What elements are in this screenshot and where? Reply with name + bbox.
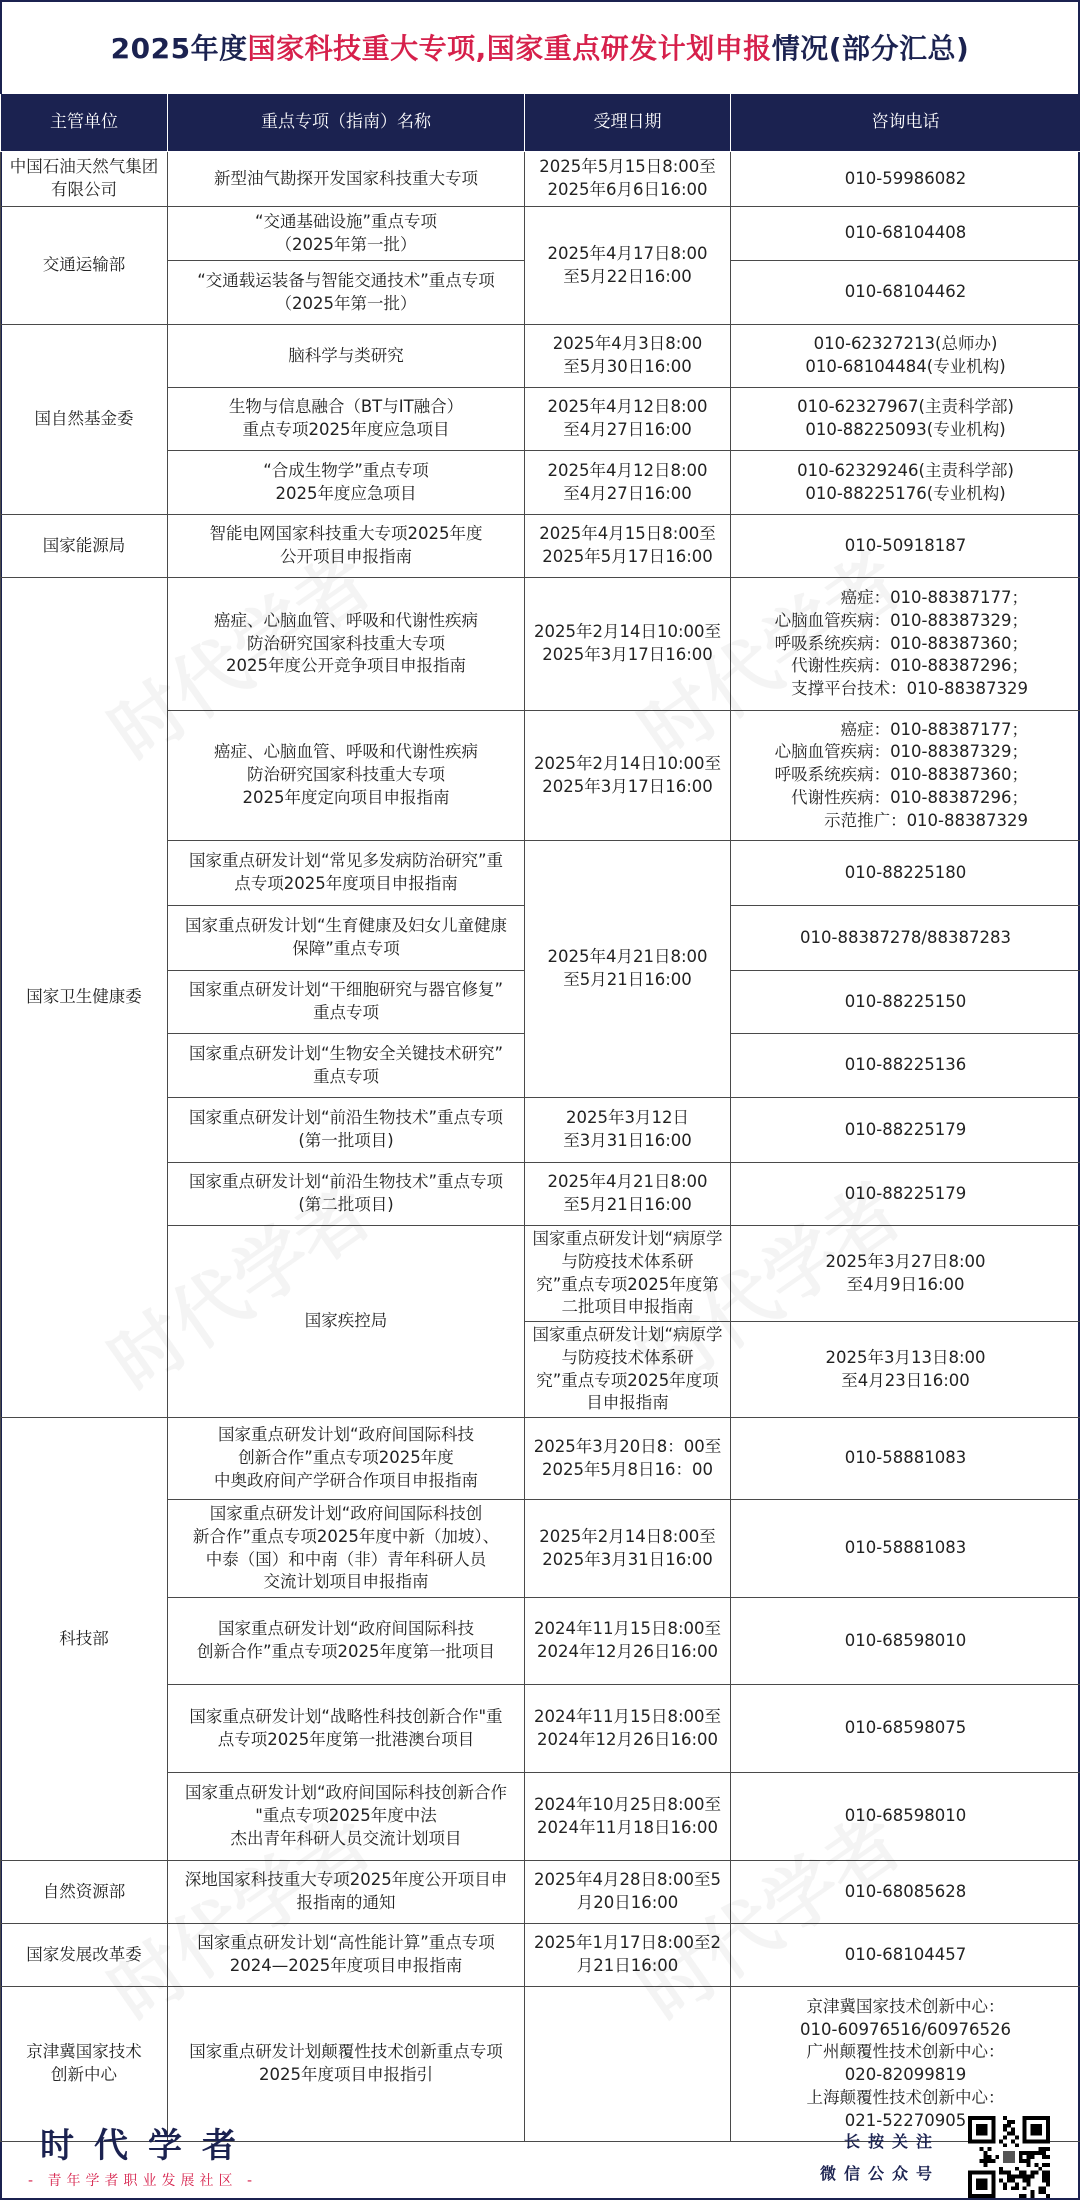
table-row — [1, 1861, 1080, 1924]
col-header-name: 重点专项（指南）名称 — [168, 94, 525, 152]
title-suffix: 情况(部分汇总) — [772, 27, 970, 67]
follow-line-1: 长按关注 — [820, 2126, 940, 2158]
cell-dept: 国家疾控局 — [168, 1226, 525, 1418]
cell-project-name: 癌症、心脑血管、呼吸和代谢性疾病 防治研究国家科技重大专项 2025年度公开竞争项目申报指南 — [168, 578, 525, 711]
title-prefix: 2025年度 — [111, 27, 248, 67]
cell-date: 2025年2月14日10:00至 2025年3月17日16:00 — [525, 578, 731, 711]
cell-dept: 国自然基金委 — [1, 325, 168, 515]
cell-project-name: 国家重点研发计划“干细胞研究与器官修复” 重点专项 — [168, 971, 525, 1034]
cell-phone: 010-88225150 — [731, 971, 1080, 1034]
cell-project-name: 国家重点研发计划颠覆性技术创新重点专项 2025年度项目申报指引 — [168, 1987, 525, 2142]
title-accent: 国家科技重大专项,国家重点研发计划申报 — [248, 27, 772, 67]
cell-date: 2025年4月12日8:00 至4月27日16:00 — [525, 388, 731, 451]
cell-phone: 010-88387278/88387283 — [731, 906, 1080, 971]
cell-phone: 010-68104457 — [731, 1924, 1080, 1987]
cell-phone: 010-88225179 — [731, 1163, 1080, 1226]
table-header-row — [1, 94, 1080, 152]
cell-phone: 010-62327967(主责科学部) 010-88225093(专业机构) — [731, 388, 1080, 451]
cell-date: 2025年1月17日8:00至2 月21日16:00 — [525, 1924, 731, 1987]
cell-project-name: 国家重点研发计划“生育健康及妇女儿童健康 保障”重点专项 — [168, 906, 525, 971]
cell-date: 2025年3月27日8:00 至4月9日16:00 — [731, 1226, 1080, 1322]
cell-project-name: 国家重点研发计划“病原学与防疫技术体系研 究”重点专项2025年度项目申报指南 — [525, 1322, 731, 1418]
cell-date: 2025年4月28日8:00至5 月20日16:00 — [525, 1861, 731, 1924]
cell-phone: 010-50918187 — [731, 515, 1080, 578]
cell-dept: 国家卫生健康委 — [1, 578, 168, 1418]
cell-date: 2025年4月17日8:00 至5月22日16:00 — [525, 207, 731, 325]
cell-project-name: 国家重点研发计划“前沿生物技术”重点专项 (第一批项目) — [168, 1098, 525, 1163]
cell-date: 2025年4月3日8:00 至5月30日16:00 — [525, 325, 731, 388]
col-header-dept: 主管单位 — [1, 94, 168, 152]
table-row — [1, 152, 1080, 207]
cell-project-name: 新型油气勘探开发国家科技重大专项 — [168, 152, 525, 207]
cell-project-name: 生物与信息融合（BT与IT融合） 重点专项2025年度应急项目 — [168, 388, 525, 451]
cell-project-name: 脑科学与类研究 — [168, 325, 525, 388]
cell-phone: 癌症：010-88387177； 心脑血管疾病：010-88387329； 呼吸系统疾病：010-88387360； 代谢性疾病：010-88387296； 示范推广：010-88387329 — [731, 711, 1080, 841]
cell-phone: 010-68085628 — [731, 1861, 1080, 1924]
cell-dept: 交通运输部 — [1, 207, 168, 325]
table-row — [1, 515, 1080, 578]
cell-date: 2025年5月15日8:00至 2025年6月6日16:00 — [525, 152, 731, 207]
cell-project-name: 国家重点研发计划“战略性科技创新合作"重 点专项2025年度第一批港澳台项目 — [168, 1685, 525, 1773]
cell-phone: 010-68598010 — [731, 1773, 1080, 1861]
cell-date: 2024年11月15日8:00至 2024年12月26日16:00 — [525, 1598, 731, 1685]
cell-dept: 国家能源局 — [1, 515, 168, 578]
table-row — [1, 325, 1080, 388]
cell-project-name: 国家重点研发计划“政府间国际科技创 新合作”重点专项2025年度中新（加坡）、 中泰（国）和中南（非）青年科研人员 交流计划项目申报指南 — [168, 1500, 525, 1598]
table-body — [1, 152, 1080, 2142]
follow-prompt — [820, 2126, 940, 2190]
cell-phone: 癌症：010-88387177； 心脑血管疾病：010-88387329； 呼吸系统疾病：010-88387360； 代谢性疾病：010-88387296； 支撑平台技术：010-88387329 — [731, 578, 1080, 711]
cell-project-name: 国家重点研发计划“前沿生物技术”重点专项 (第二批项目) — [168, 1163, 525, 1226]
cell-date: 2025年2月14日8:00至 2025年3月31日16:00 — [525, 1500, 731, 1598]
cell-phone: 010-58881083 — [731, 1418, 1080, 1500]
cell-project-name: 国家重点研发计划“政府间国际科技创新合作 "重点专项2025年度中法 杰出青年科研人员交流计划项目 — [168, 1773, 525, 1861]
cell-phone: 京津冀国家技术创新中心： 010-60976516/60976526 广州颠覆性技术创新中心： 020-82099819 上海颠覆性技术创新中心： 021-52270905 — [731, 1987, 1080, 2142]
cell-project-name: “交通基础设施”重点专项 （2025年第一批） — [168, 207, 525, 261]
qr-code-icon[interactable] — [968, 2116, 1050, 2198]
page-title — [0, 0, 1080, 94]
projects-table — [0, 94, 1080, 2142]
table-row — [1, 1924, 1080, 1987]
cell-phone: 010-62327213(总师办) 010-68104484(专业机构) — [731, 325, 1080, 388]
cell-phone: 010-88225180 — [731, 841, 1080, 906]
cell-project-name: 国家重点研发计划“高性能计算”重点专项 2024—2025年度项目申报指南 — [168, 1924, 525, 1987]
cell-date: 2025年3月20日8：00至 2025年5月8日16：00 — [525, 1418, 731, 1500]
cell-dept: 国家发展改革委 — [1, 1924, 168, 1987]
cell-date: 2025年4月15日8:00至 2025年5月17日16:00 — [525, 515, 731, 578]
cell-phone: 010-88225179 — [731, 1098, 1080, 1163]
cell-date: 2024年11月15日8:00至 2024年12月26日16:00 — [525, 1685, 731, 1773]
cell-phone: 010-59986082 — [731, 152, 1080, 207]
cell-project-name: “交通载运装备与智能交通技术”重点专项 （2025年第一批） — [168, 261, 525, 325]
cell-date: 2025年2月14日10:00至 2025年3月17日16:00 — [525, 711, 731, 841]
cell-project-name: 国家重点研发计划“生物安全关键技术研究” 重点专项 — [168, 1034, 525, 1098]
cell-phone: 010-68598075 — [731, 1685, 1080, 1773]
brand-logo-text: 时代学者 — [40, 2118, 256, 2167]
cell-date: 2025年4月12日8:00 至4月27日16:00 — [525, 451, 731, 515]
cell-phone: 010-88225136 — [731, 1034, 1080, 1098]
cell-phone: 010-68104462 — [731, 261, 1080, 325]
follow-line-2: 微信公众号 — [820, 2158, 940, 2190]
cell-dept: 京津冀国家技术 创新中心 — [1, 1987, 168, 2142]
cell-dept: 科技部 — [1, 1418, 168, 1861]
cell-phone: 010-68598010 — [731, 1598, 1080, 1685]
cell-date: 2024年10月25日8:00至 2024年11月18日16:00 — [525, 1773, 731, 1861]
cell-project-name: “合成生物学”重点专项 2025年度应急项目 — [168, 451, 525, 515]
col-header-phone: 咨询电话 — [731, 94, 1080, 152]
brand-slogan: - 青年学者职业发展社区 - — [28, 2170, 257, 2190]
cell-project-name: 国家重点研发计划“政府间国际科技 创新合作”重点专项2025年度第一批项目 — [168, 1598, 525, 1685]
cell-project-name: 国家重点研发计划“病原学与防疫技术体系研 究”重点专项2025年度第二批项目申报指南 — [525, 1226, 731, 1322]
footer — [0, 2102, 1080, 2200]
cell-phone: 010-58881083 — [731, 1500, 1080, 1598]
table-row — [1, 1418, 1080, 1500]
cell-dept: 中国石油天然气集团 有限公司 — [1, 152, 168, 207]
cell-project-name: 深地国家科技重大专项2025年度公开项目申 报指南的通知 — [168, 1861, 525, 1924]
cell-phone: 010-68104408 — [731, 207, 1080, 261]
cell-dept: 自然资源部 — [1, 1861, 168, 1924]
cell-phone: 010-62329246(主责科学部) 010-88225176(专业机构) — [731, 451, 1080, 515]
col-header-date: 受理日期 — [525, 94, 731, 152]
cell-project-name: 智能电网国家科技重大专项2025年度 公开项目申报指南 — [168, 515, 525, 578]
table-row — [1, 207, 1080, 261]
table-row — [1, 578, 1080, 711]
cell-date: 2025年4月21日8:00 至5月21日16:00 — [525, 1163, 731, 1226]
cell-project-name: 国家重点研发计划“政府间国际科技 创新合作”重点专项2025年度 中奥政府间产学研合作项目申报指南 — [168, 1418, 525, 1500]
cell-project-name: 国家重点研发计划“常见多发病防治研究”重 点专项2025年度项目申报指南 — [168, 841, 525, 906]
cell-date: 2025年3月13日8:00 至4月23日16:00 — [731, 1322, 1080, 1418]
cell-date: 2025年4月21日8:00 至5月21日16:00 — [525, 841, 731, 1098]
cell-project-name: 癌症、心脑血管、呼吸和代谢性疾病 防治研究国家科技重大专项 2025年度定向项目申报指南 — [168, 711, 525, 841]
cell-date: 2025年3月12日 至3月31日16:00 — [525, 1098, 731, 1163]
